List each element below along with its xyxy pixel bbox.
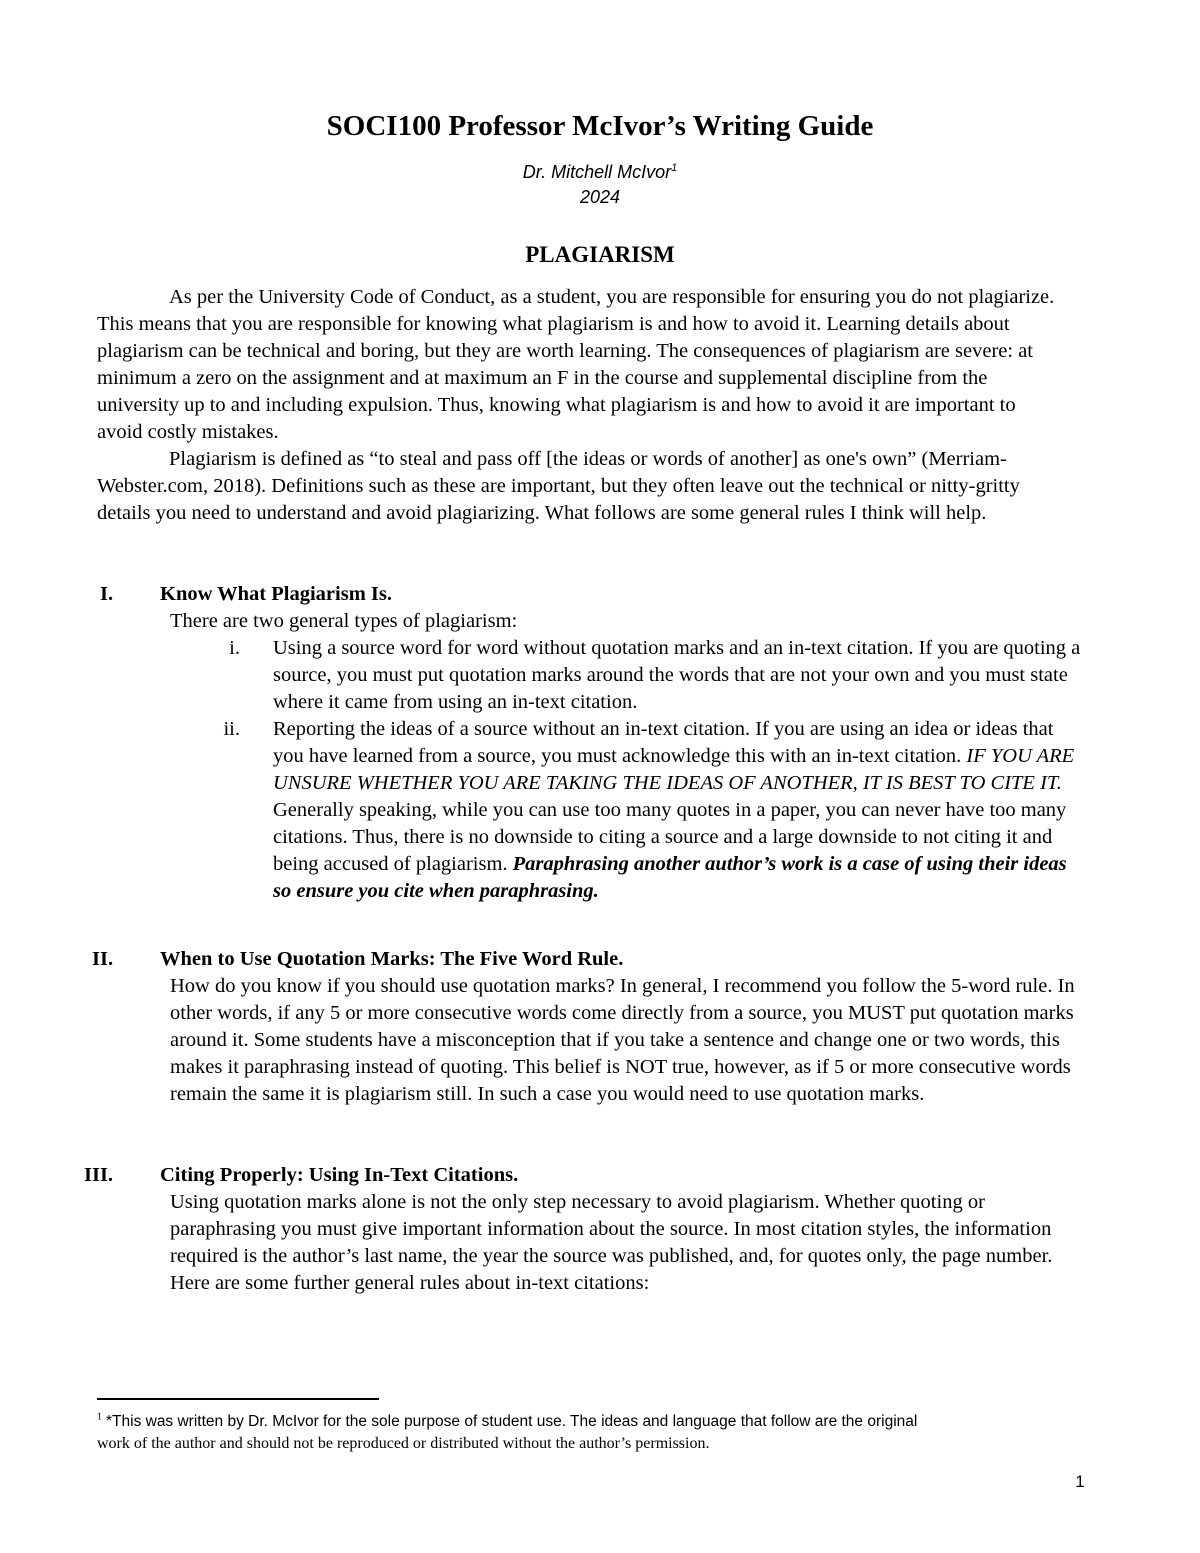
list-item-number: ii. [223, 718, 240, 740]
section-number: III. [84, 1164, 114, 1186]
list-item-number: i. [229, 637, 240, 659]
intro-paragraph-2: Plagiarism is defined as “to steal and pass off [the ideas or words of another] as one's own” (Merriam-Webster.com, 2018). Definitions such as these are important, but they often leave out the technical or nitty-gritty details you need to understand and avoid plagiarizing. What follows are some general rules I think will help. [97, 448, 1020, 524]
section-body: Using quotation marks alone is not the only step necessary to avoid plagiarism. Whether quoting or paraphrasing you must give important information about the source. In most citation styles, the information required is the author’s last name, the year the source was published, and, for quotes only, the page number. Here are some further general rules about in-text citations: [170, 1191, 1053, 1294]
list-item-text-middle: Generally speaking, while you can use too many quotes in a paper, you can never have too many citations. Thus, there is no downside to citing a source and a large downside to not citing it and being accused of plagiarism. [273, 799, 1067, 875]
list-item-text [273, 716, 1083, 905]
section-title: Know What Plagiarism Is. [160, 583, 392, 605]
section-title: Citing Properly: Using In-Text Citations. [160, 1164, 519, 1186]
footnote [97, 1411, 1087, 1455]
footnote-mark: 1 [97, 1411, 102, 1423]
list-item-text: Using a source word for word without quotation marks and an in-text citation. If you are quoting a source, you must put quotation marks around the words that are not your own and you must state where it came from using an in-text citation. [273, 637, 1081, 713]
document-title: SOCI100 Professor McIvor’s Writing Guide [326, 110, 874, 142]
list-item-text-start: Reporting the ideas of a source without an in-text citation. If you are using an idea or ideas that you have learned from a source, you must acknowledge this with an in-text citation. [273, 718, 1054, 767]
footnote-text-line-1: *This was written by Dr. McIvor for the sole purpose of student use. The ideas and language that follow are the original [106, 1413, 918, 1430]
section-title: When to Use Quotation Marks: The Five Word Rule. [160, 948, 624, 970]
author-line [0, 160, 1200, 185]
page-number: 1 [1075, 1472, 1085, 1491]
section-body: How do you know if you should use quotation marks? In general, I recommend you follow the 5-word rule. In other words, if any 5 or more consecutive words come directly from a source, you MUST put quotation marks around it. Some students have a misconception that if you take a sentence and change one or two words, this makes it paraphrasing instead of quoting. This belief is NOT true, however, as if 5 or more consecutive words remain the same it is plagiarism still. In such a case you would need to use quotation marks. [170, 975, 1075, 1105]
intro-paragraph-1: As per the University Code of Conduct, as a student, you are responsible for ensuring you do not plagiarize. This means that you are responsible for knowing what plagiarism is and how to avoid it. Learning details about plagiarism can be technical and boring, but they are worth learning. The consequences of plagiarism are severe: at minimum a zero on the assignment and at maximum an F in the course and supplemental discipline from the university up to and including expulsion. Thus, knowing what plagiarism is and how to avoid it are important to avoid costly mistakes. [97, 286, 1055, 443]
footnote-text-line-2: work of the author and should not be reproduced or distributed without the author’s permission. [97, 1435, 710, 1452]
footnote-reference[interactable]: 1 [671, 162, 678, 174]
section-number: II. [92, 948, 114, 970]
strong-emphasis-text: Paraphrasing another author’s work is a case of using their ideas so ensure you cite when paraphrasing. [273, 853, 1067, 902]
intro-text [97, 284, 1057, 527]
footnote-divider [97, 1398, 379, 1400]
document-year: 2024 [579, 187, 621, 207]
author-name: Dr. Mitchell McIvor [522, 162, 672, 182]
section-heading: PLAGIARISM [525, 242, 675, 267]
section-number: I. [100, 583, 114, 605]
emphasis-text: IF YOU ARE UNSURE WHETHER YOU ARE TAKING THE IDEAS OF ANOTHER, IT IS BEST TO CITE IT. [273, 745, 1075, 794]
section-body: There are two general types of plagiarism: [170, 610, 518, 632]
